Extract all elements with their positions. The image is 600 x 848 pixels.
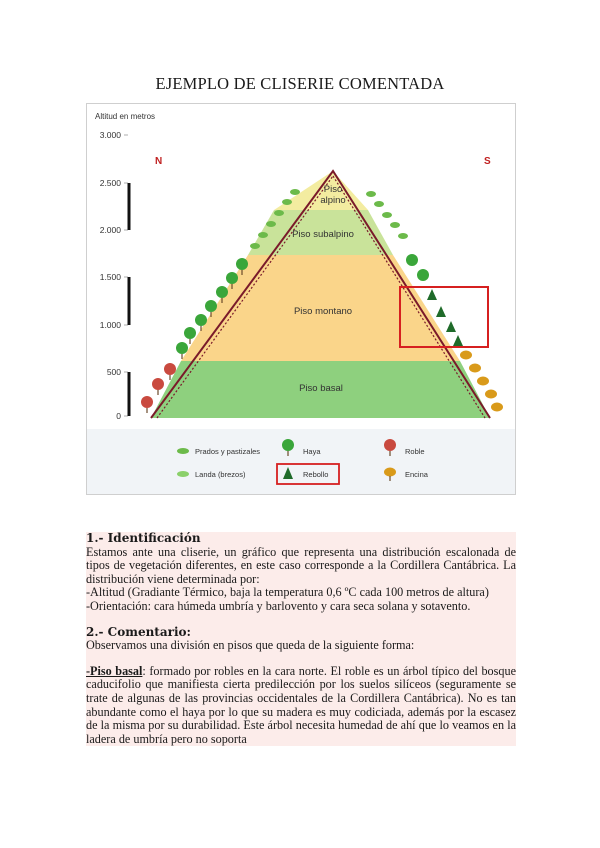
section-1-item-orientacion: -Orientación: cara húmeda umbría y barlovento y cara seca solana y sotavento. (86, 598, 471, 613)
legend-rebollo: Rebollo (303, 470, 329, 479)
section-1-heading: 1.- Identificación (86, 531, 201, 545)
haya-tree-icon (176, 342, 188, 354)
prados-icon (266, 221, 276, 227)
label-basal: Piso basal (299, 383, 343, 394)
y-tick: 1.500 (99, 272, 121, 282)
y-tick: 2.500 (99, 178, 121, 188)
encina-tree-icon (477, 377, 489, 386)
haya-tree-icon (417, 269, 429, 281)
legend-prados: Prados y pastizales (195, 447, 261, 456)
legend-landa: Landa (brezos) (195, 470, 246, 479)
landa-legend-icon (177, 471, 189, 477)
piso-basal-label: -Piso basal (86, 663, 143, 678)
prados-icon (282, 199, 292, 205)
label-alpino-2: alpino (320, 195, 346, 206)
commentary-text (86, 532, 516, 746)
prados-icon (258, 232, 268, 238)
label-montano: Piso montano (293, 306, 353, 317)
north-label: N (155, 156, 163, 167)
haya-tree-icon (216, 286, 228, 298)
section-2-body: Observamos una división en pisos que queda de la siguiente forma: (86, 638, 415, 653)
roble-tree-icon (164, 363, 176, 375)
encina-tree-icon (460, 351, 472, 360)
cliserie-diagram (87, 104, 515, 494)
legend-encina: Encina (405, 470, 428, 479)
section-1-item-altitud: -Altitud (Gradiante Térmico, baja la temperatura 0,6 ºC cada 100 metros de altura) (86, 585, 489, 600)
encina-tree-icon (469, 364, 481, 373)
landa-icon (374, 201, 384, 207)
haya-tree-icon (236, 258, 248, 270)
section-2-heading: 2.- Comentario: (86, 624, 191, 639)
piso-basal-body: : formado por robles en la cara norte. El roble es un árbol típico del bosque caducifolio que manifiesta cierta predilección por los suelos silíceos (seguramente se trate de algunas de las provincias occidentales de la Cordillera Cantábrica). No es tan abundante como el haya por lo que su madera es muy codiciada, además por la escasez de la misma por su durabilidad. Este árbol necesita humedad de ahí que lo veamos en la ladera de umbría pero no soporta (86, 663, 516, 746)
prados-icon (250, 243, 260, 249)
y-tick: 3.000 (99, 130, 121, 140)
haya-tree-icon (195, 314, 207, 326)
encina-tree-icon (485, 390, 497, 399)
rebollo-tree-icon (427, 289, 437, 300)
page-title: EJEMPLO DE CLISERIE COMENTADA (155, 74, 445, 93)
label-subalpino: Piso subalpino (292, 229, 354, 240)
roble-tree-icon (141, 396, 153, 408)
haya-legend-icon (282, 439, 294, 451)
y-tick: 1.000 (99, 320, 121, 330)
label-alpino-1: Piso (323, 184, 343, 195)
landa-icon (390, 222, 400, 228)
legend-haya: Haya (303, 447, 321, 456)
cliserie-figure (86, 103, 516, 495)
encina-legend-icon (384, 468, 396, 477)
section-1-body: Estamos ante una cliserie, un gráfico que representa una distribución escalonada de tipos de vegetación diferentes, en este caso corresponde a la Cordillera Cantábrica. La distribución viene determinada por: (86, 544, 516, 586)
roble-tree-icon (152, 378, 164, 390)
roble-legend-icon (384, 439, 396, 451)
haya-tree-icon (406, 254, 418, 266)
haya-tree-icon (226, 272, 238, 284)
y-tick: 0 (116, 411, 121, 421)
rebollo-tree-icon (436, 306, 446, 317)
y-tick: 500 (106, 367, 121, 377)
axis-label: Altitud en metros (95, 112, 156, 121)
y-tick: 2.000 (99, 225, 121, 235)
prados-legend-icon (177, 448, 189, 454)
rebollo-tree-icon (453, 335, 463, 346)
haya-tree-icon (184, 327, 196, 339)
landa-icon (366, 191, 376, 197)
rebollo-tree-icon (446, 321, 456, 332)
landa-icon (398, 233, 408, 239)
encina-tree-icon (491, 403, 503, 412)
section-2-basal-paragraph (86, 665, 516, 747)
landa-icon (382, 212, 392, 218)
haya-tree-icon (205, 300, 217, 312)
legend-roble: Roble (405, 447, 425, 456)
prados-icon (274, 210, 284, 216)
prados-icon (290, 189, 300, 195)
south-label: S (484, 156, 491, 167)
